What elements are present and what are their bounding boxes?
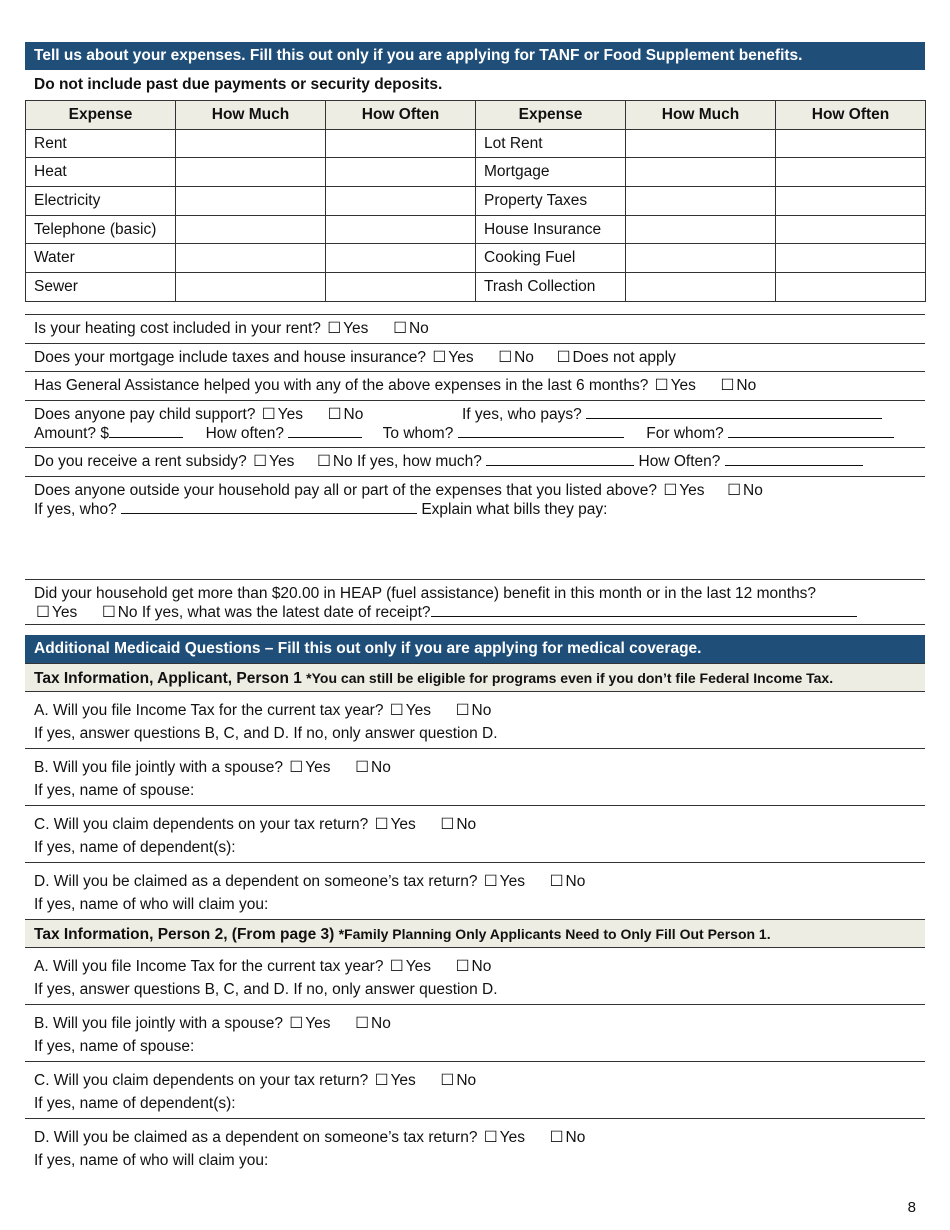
question-text: Does your mortgage include taxes and house insurance? — [34, 348, 427, 366]
no-label: No — [736, 377, 757, 395]
no-label: No — [456, 1071, 477, 1089]
person1-question-a — [25, 691, 925, 748]
question-text: A. Will you file Income Tax for the current tax year? — [34, 701, 384, 719]
no-label: No — [371, 758, 391, 776]
how-much-field[interactable] — [176, 158, 326, 187]
how-much-field[interactable] — [176, 215, 326, 244]
rent-subsidy-question — [25, 447, 925, 476]
how-often-field[interactable] — [776, 273, 926, 302]
question-subtext: If yes, answer questions B, C, and D. If no, only answer question D. — [34, 724, 498, 742]
expense-label: Trash Collection — [476, 273, 626, 302]
yes-checkbox[interactable]: ☐ — [432, 348, 447, 366]
how-often-field[interactable] — [776, 244, 926, 273]
expense-label: House Insurance — [476, 215, 626, 244]
how-often-field[interactable] — [776, 158, 926, 187]
column-header: How Much — [176, 101, 326, 130]
medicaid-header: Additional Medicaid Questions – Fill this out only if you are applying for medical coverage. — [25, 635, 925, 663]
how-often-label: How often? — [205, 424, 285, 442]
how-much-field[interactable] — [626, 215, 776, 244]
to-whom-field[interactable] — [458, 425, 624, 438]
question-text: B. Will you file jointly with a spouse? — [34, 758, 283, 776]
no-label: No — [565, 1128, 586, 1146]
column-header: How Often — [326, 101, 476, 130]
how-much-field[interactable] — [176, 244, 326, 273]
how-much-field[interactable] — [626, 187, 776, 216]
expense-label: Water — [26, 244, 176, 273]
no-checkbox[interactable]: ☐ — [549, 1128, 564, 1146]
yes-checkbox[interactable]: ☐ — [483, 872, 498, 890]
how-often-field[interactable] — [725, 453, 863, 466]
person1-title: Tax Information, Applicant, Person 1 — [34, 669, 302, 687]
person2-heading — [25, 919, 925, 947]
heating-question — [25, 314, 925, 343]
person2-question-a — [25, 947, 925, 1004]
yes-label: Yes — [405, 957, 431, 975]
question-text: C. Will you claim dependents on your tax return? — [34, 815, 369, 833]
outside-pay-question — [25, 476, 925, 579]
no-label: No — [471, 701, 492, 719]
yes-label: Yes — [405, 701, 431, 719]
question-text: Is your heating cost included in your rent? — [34, 319, 321, 337]
amount-field[interactable] — [109, 425, 183, 438]
question-subtext: If yes, name of spouse: — [34, 1037, 195, 1055]
yes-checkbox[interactable]: ☐ — [389, 957, 404, 975]
person2-title: Tax Information, Person 2, (From page 3) — [34, 925, 335, 943]
person1-heading — [25, 663, 925, 691]
how-often-field[interactable] — [326, 158, 476, 187]
expense-label: Lot Rent — [476, 129, 626, 158]
for-whom-label: For whom? — [646, 424, 724, 442]
person2-note: *Family Planning Only Applicants Need to Only Fill Out Person 1. — [338, 925, 771, 942]
no-checkbox[interactable]: ☐ — [355, 1014, 370, 1032]
yes-label: Yes — [390, 1071, 416, 1089]
column-header: How Often — [776, 101, 926, 130]
yes-checkbox[interactable]: ☐ — [389, 701, 404, 719]
no-label: No — [408, 319, 429, 337]
yes-label: Yes — [51, 603, 78, 621]
question-subtext: If yes, answer questions B, C, and D. If no, only answer question D. — [34, 980, 498, 998]
person1-question-c — [25, 805, 925, 862]
table-row — [26, 158, 926, 187]
for-whom-field[interactable] — [728, 425, 894, 438]
no-label: No — [456, 815, 477, 833]
expense-label: Electricity — [26, 187, 176, 216]
how-much-field[interactable] — [176, 273, 326, 302]
how-often-field[interactable] — [776, 129, 926, 158]
expense-label: Sewer — [26, 273, 176, 302]
question-text: C. Will you claim dependents on your tax return? — [34, 1071, 369, 1089]
yes-label: Yes — [670, 377, 696, 395]
column-header: Expense — [476, 101, 626, 130]
how-often-field[interactable] — [776, 187, 926, 216]
yes-checkbox[interactable]: ☐ — [289, 758, 304, 776]
how-much-field[interactable] — [626, 273, 776, 302]
yes-label: Yes — [448, 348, 474, 366]
question-text: Do you receive a rent subsidy? — [34, 452, 247, 470]
table-row — [26, 129, 926, 158]
question-text: B. Will you file jointly with a spouse? — [34, 1014, 283, 1032]
does-not-apply-checkbox[interactable]: ☐ — [556, 348, 571, 366]
question-text: D. Will you be claimed as a dependent on someone’s tax return? — [34, 872, 478, 890]
yes-checkbox[interactable]: ☐ — [374, 815, 389, 833]
yes-label: Yes — [269, 452, 295, 470]
no-checkbox[interactable]: ☐ — [455, 701, 470, 719]
yes-checkbox[interactable]: ☐ — [374, 1071, 389, 1089]
no-checkbox[interactable]: ☐ — [549, 872, 564, 890]
question-text: Does anyone pay child support? — [34, 405, 256, 423]
no-checkbox[interactable]: ☐ — [727, 481, 742, 499]
yes-label: Yes — [499, 872, 525, 890]
mortgage-question — [25, 343, 925, 372]
how-much-field[interactable] — [486, 453, 634, 466]
yes-checkbox[interactable]: ☐ — [654, 377, 669, 395]
how-often-field[interactable] — [326, 244, 476, 273]
no-checkbox[interactable]: ☐ — [455, 957, 470, 975]
who-pays-field[interactable] — [586, 406, 882, 419]
yes-label: Yes — [679, 481, 705, 499]
no-checkbox[interactable]: ☐ — [440, 1071, 455, 1089]
how-often-field[interactable] — [776, 215, 926, 244]
how-much-field[interactable] — [176, 187, 326, 216]
expense-label: Heat — [26, 158, 176, 187]
no-checkbox[interactable]: ☐ — [101, 603, 116, 621]
page-number: 8 — [907, 1199, 916, 1216]
no-checkbox[interactable]: ☐ — [440, 815, 455, 833]
table-row — [26, 244, 926, 273]
table-row — [26, 273, 926, 302]
no-label: No — [743, 481, 763, 499]
question-subtext: If yes, name of spouse: — [34, 781, 195, 799]
table-row — [26, 215, 926, 244]
yes-checkbox[interactable]: ☐ — [483, 1128, 498, 1146]
expenses-table-header — [26, 101, 926, 130]
no-label: No — [565, 872, 586, 890]
no-checkbox[interactable]: ☐ — [355, 758, 370, 776]
how-often-field[interactable] — [326, 187, 476, 216]
no-checkbox[interactable]: ☐ — [327, 405, 342, 423]
yes-checkbox[interactable]: ☐ — [289, 1014, 304, 1032]
how-often-field[interactable] — [326, 129, 476, 158]
who-field[interactable] — [121, 501, 417, 514]
question-text: A. Will you file Income Tax for the current tax year? — [34, 957, 384, 975]
yes-label: Yes — [305, 758, 331, 776]
question-subtext: If yes, name of dependent(s): — [34, 1094, 236, 1112]
general-assistance-question — [25, 371, 925, 400]
how-often-field[interactable] — [326, 273, 476, 302]
person1-question-b — [25, 748, 925, 805]
heap-date-label: If yes, what was the latest date of receipt? — [141, 603, 431, 621]
heap-question — [25, 579, 925, 625]
person2-question-c — [25, 1061, 925, 1118]
expense-label: Cooking Fuel — [476, 244, 626, 273]
no-label: No — [471, 957, 492, 975]
how-often-field[interactable] — [326, 215, 476, 244]
how-often-label: How Often? — [638, 452, 721, 470]
yes-checkbox[interactable]: ☐ — [261, 405, 276, 423]
no-label: No — [117, 603, 138, 621]
question-text: D. Will you be claimed as a dependent on someone’s tax return? — [34, 1128, 478, 1146]
question-subtext: If yes, name of who will claim you: — [34, 895, 269, 913]
child-support-question — [25, 400, 925, 447]
table-row — [26, 187, 926, 216]
expenses-note: Do not include past due payments or security deposits. — [34, 76, 443, 93]
to-whom-label: To whom? — [382, 424, 454, 442]
question-text: Did your household get more than $20.00 in HEAP (fuel assistance) benefit in this month or in the last 12 months? — [34, 584, 817, 602]
no-checkbox[interactable]: ☐ — [498, 348, 513, 366]
question-text: Has General Assistance helped you with any of the above expenses in the last 6 months? — [34, 377, 649, 395]
how-often-field[interactable] — [288, 425, 362, 438]
expense-label: Property Taxes — [476, 187, 626, 216]
yes-label: Yes — [499, 1128, 525, 1146]
who-pays-label: If yes, who pays? — [461, 405, 582, 423]
question-subtext: If yes, name of dependent(s): — [34, 838, 236, 856]
how-much-label: If yes, how much? — [357, 452, 482, 470]
no-checkbox[interactable]: ☐ — [720, 377, 735, 395]
question-subtext: If yes, name of who will claim you: — [34, 1151, 269, 1169]
explain-bills-label: Explain what bills they pay: — [421, 500, 608, 518]
how-much-field[interactable] — [626, 244, 776, 273]
expense-label: Telephone (basic) — [26, 215, 176, 244]
person1-note: *You can still be eligible for programs even if you don’t file Federal Income Tax. — [306, 669, 834, 686]
yes-checkbox[interactable]: ☐ — [253, 452, 268, 470]
column-header: How Much — [626, 101, 776, 130]
expenses-header: Tell us about your expenses. Fill this out only if you are applying for TANF or Food Supplement benefits. — [25, 42, 925, 70]
how-much-field[interactable] — [626, 158, 776, 187]
no-label: No — [343, 405, 364, 423]
column-header: Expense — [26, 101, 176, 130]
question-text: Does anyone outside your household pay all or part of the expenses that you listed above? — [34, 481, 657, 499]
expenses-table — [25, 100, 926, 302]
heap-date-field[interactable] — [431, 604, 857, 617]
yes-checkbox[interactable]: ☐ — [36, 603, 50, 621]
expense-label: Rent — [26, 129, 176, 158]
amount-label: Amount? $ — [34, 424, 109, 442]
no-checkbox[interactable]: ☐ — [393, 319, 407, 337]
person2-question-d — [25, 1118, 925, 1175]
yes-checkbox[interactable]: ☐ — [327, 319, 342, 337]
no-checkbox[interactable]: ☐ — [316, 452, 331, 470]
how-much-field[interactable] — [176, 129, 326, 158]
yes-label: Yes — [390, 815, 416, 833]
person1-question-d — [25, 862, 925, 919]
expense-label: Mortgage — [476, 158, 626, 187]
if-yes-who-label: If yes, who? — [34, 500, 117, 518]
form-page — [25, 42, 925, 1175]
no-label: No — [371, 1014, 391, 1032]
no-label: No — [332, 452, 353, 470]
yes-label: Yes — [277, 405, 303, 423]
does-not-apply-label: Does not apply — [572, 348, 676, 366]
yes-label: Yes — [343, 319, 369, 337]
no-label: No — [514, 348, 534, 366]
how-much-field[interactable] — [626, 129, 776, 158]
person2-question-b — [25, 1004, 925, 1061]
yes-label: Yes — [305, 1014, 331, 1032]
yes-checkbox[interactable]: ☐ — [663, 481, 678, 499]
